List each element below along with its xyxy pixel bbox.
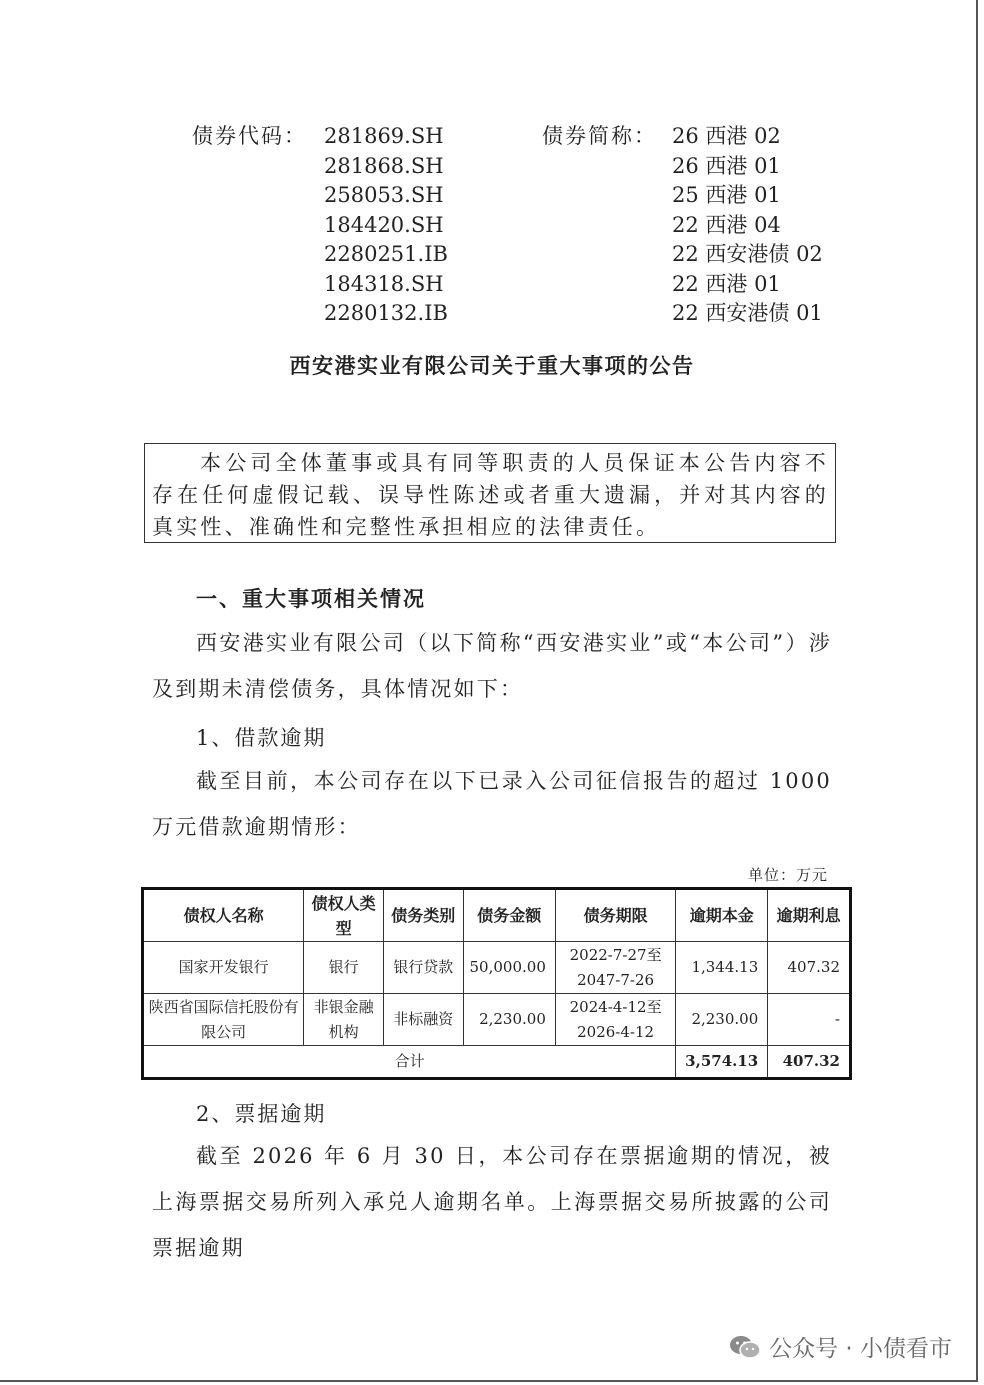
bond-code: 184318.SH — [324, 271, 444, 296]
section-heading: 一、重大事项相关情况 — [196, 586, 426, 611]
subheading-loan-overdue: 1、借款逾期 — [196, 726, 327, 750]
document-title: 西安港实业有限公司关于重大事项的公告 — [289, 353, 695, 378]
bond-name: 26 西港 01 — [672, 153, 781, 178]
debt-amount: 2,230.00 — [463, 994, 555, 1046]
overdue-principal: 1,344.13 — [676, 942, 768, 994]
header-cell: 债务期限 — [555, 889, 675, 942]
watermark-text: 公众号 · 小债看市 — [769, 1336, 952, 1362]
bond-name: 22 西港 01 — [672, 271, 781, 296]
debt-category: 银行贷款 — [383, 942, 463, 994]
wechat-icon — [729, 1334, 761, 1360]
bond-code: 2280251.IB — [324, 242, 448, 266]
creditor-name: 国家开发银行 — [143, 942, 304, 994]
bond-name: 22 西安港债 02 — [672, 242, 823, 266]
table-row — [143, 994, 851, 1046]
bond-code: 281868.SH — [324, 153, 444, 178]
debt-category: 非标融资 — [383, 994, 463, 1046]
unit-label: 单位：万元 — [747, 866, 828, 884]
bond-code-label: 债券代码： — [192, 124, 307, 148]
header-cell: 债务类别 — [383, 889, 463, 942]
overdue-principal: 2,230.00 — [676, 994, 768, 1046]
bond-name-label: 债券简称： — [542, 124, 657, 148]
table-total-row — [143, 1046, 851, 1079]
total-interest: 407.32 — [768, 1046, 851, 1079]
bond-code: 184420.SH — [324, 212, 444, 237]
creditor-type: 非银金融机构 — [304, 994, 384, 1046]
overdue-interest: - — [768, 994, 851, 1046]
bond-code: 281869.SH — [324, 124, 444, 148]
bill-paragraph: 截至 2026 年 6 月 30 日，本公司存在票据逾期的情况，被上海票据交易所列入承兑人逾期名单。上海票据交易所披露的公司票据逾期 — [152, 1144, 832, 1260]
debt-term: 2022-7-27至2047-7-26 — [555, 942, 675, 994]
overdue-interest: 407.32 — [768, 942, 851, 994]
bond-name: 22 西港 04 — [672, 212, 781, 237]
watermark — [729, 1330, 952, 1363]
responsibility-notice-box — [144, 443, 836, 543]
subheading-bill-overdue: 2、票据逾期 — [196, 1102, 327, 1126]
responsibility-notice-text: 本公司全体董事或具有同等职责的人员保证本公告内容不存在任何虚假记载、误导性陈述或者重大遗漏，并对其内容的真实性、准确性和完整性承担相应的法律责任。 — [152, 451, 829, 539]
intro-paragraph: 西安港实业有限公司（以下简称“西安港实业”或“本公司”）涉及到期未清偿债务，具体情况如下： — [152, 631, 832, 701]
header-cell: 债权人名称 — [143, 889, 304, 942]
debt-term: 2024-4-12至2026-4-12 — [555, 994, 675, 1046]
header-cell: 逾期本金 — [676, 889, 768, 942]
table-row — [143, 942, 851, 994]
bond-code: 2280132.IB — [324, 301, 448, 325]
bond-name: 22 西安港债 01 — [672, 301, 823, 325]
loan-paragraph: 截至目前，本公司存在以下已录入公司征信报告的超过 1000 万元借款逾期情形： — [152, 769, 832, 839]
total-label: 合计 — [143, 1046, 676, 1079]
bond-code: 258053.SH — [324, 183, 444, 207]
debt-amount: 50,000.00 — [463, 942, 555, 994]
bond-name: 25 西港 01 — [672, 183, 781, 207]
header-cell: 逾期利息 — [768, 889, 851, 942]
bond-name: 26 西港 02 — [672, 124, 781, 148]
total-principal: 3,574.13 — [676, 1046, 768, 1079]
creditor-name: 陕西省国际信托股份有限公司 — [143, 994, 304, 1046]
creditor-type: 银行 — [304, 942, 384, 994]
header-cell: 债权人类型 — [304, 889, 384, 942]
table-header-row — [143, 889, 851, 942]
overdue-debt-table — [141, 887, 852, 1080]
header-cell: 债务金额 — [463, 889, 555, 942]
